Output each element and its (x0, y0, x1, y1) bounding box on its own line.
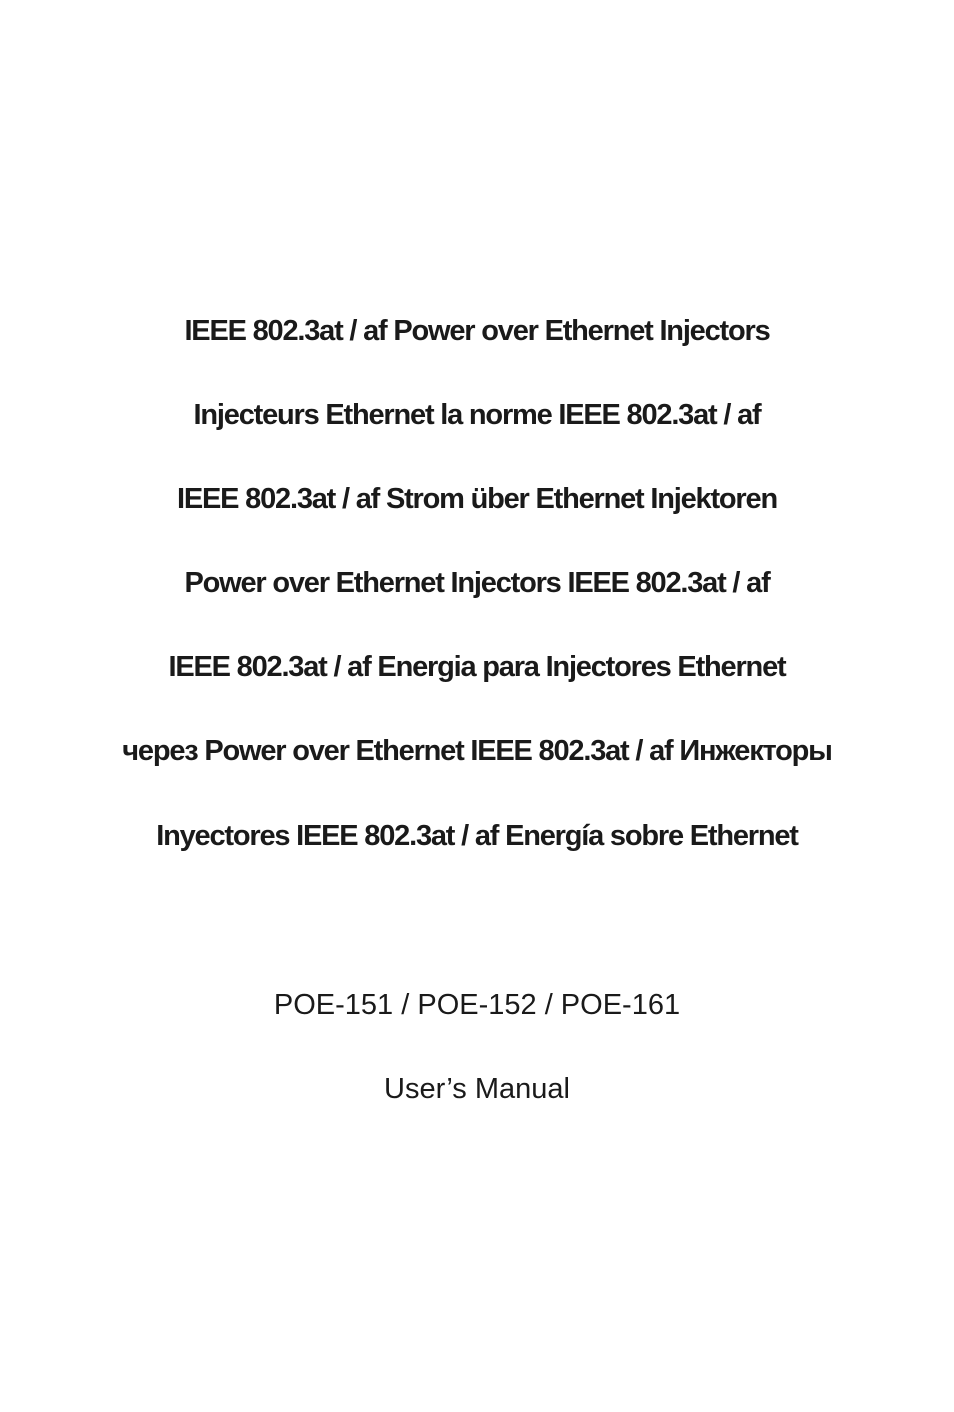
title-french: Injecteurs Ethernet la norme IEEE 802.3at / af (193, 399, 761, 431)
title-italian: Power over Ethernet Injectors IEEE 802.3at / af (184, 567, 770, 599)
title-english: IEEE 802.3at / af Power over Ethernet Injectors (184, 315, 770, 347)
title-portuguese: IEEE 802.3at / af Energia para Injectores Ethernet (168, 651, 786, 683)
document-type: User’s Manual (384, 1073, 570, 1105)
title-russian: через Power over Ethernet IEEE 802.3at / af Инжекторы (122, 735, 832, 767)
model-numbers: POE-151 / POE-152 / POE-161 (273, 989, 681, 1021)
title-spanish: Inyectores IEEE 802.3at / af Energía sobre Ethernet (156, 820, 798, 852)
title-german: IEEE 802.3at / af Strom über Ethernet Injektoren (177, 483, 777, 515)
